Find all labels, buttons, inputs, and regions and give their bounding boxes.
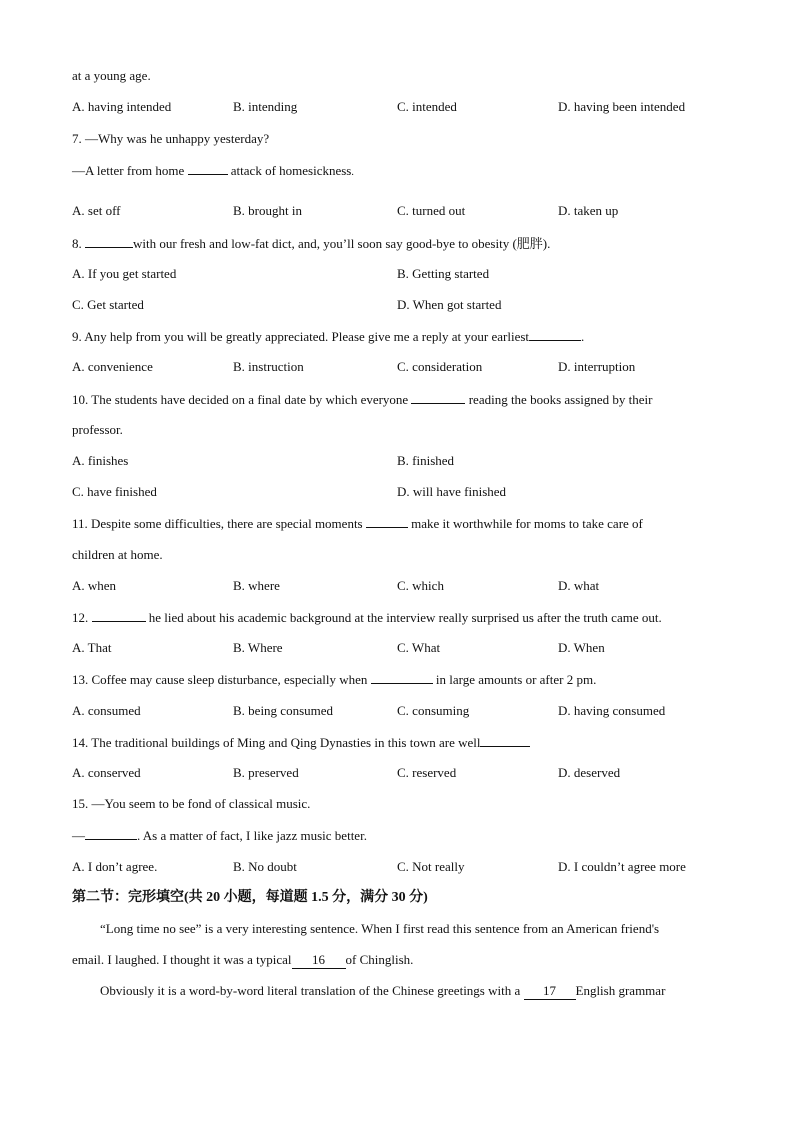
passage-p1-line1: “Long time no see” is a very interesting sentence. When I first read this sentence from an American friend's xyxy=(100,921,660,936)
q12-stem-b: he lied about his academic background at the interview really surprised us after the truth came out. xyxy=(145,610,662,625)
q10-option-c: C. have finished xyxy=(72,484,157,499)
q11-stem xyxy=(72,515,643,532)
q14-option-a: A. conserved xyxy=(72,765,141,780)
q14-stem xyxy=(72,734,530,751)
q10-option-a: A. finishes xyxy=(72,453,129,468)
q8-option-c: C. Get started xyxy=(72,297,144,312)
q12-option-c: C. What xyxy=(397,640,441,655)
q7-answer-line xyxy=(72,162,354,181)
q12-stem-a: 12. xyxy=(72,610,92,625)
q8-blank xyxy=(85,235,133,248)
q12-option-d: D. When xyxy=(558,640,605,655)
passage-p1-text-b: of Chinglish. xyxy=(345,952,414,967)
q9-stem-a: 9. Any help from you will be greatly appreciated. Please give me a reply at your earliest xyxy=(72,329,530,344)
q13-option-d: D. having consumed xyxy=(558,703,666,718)
q14-option-c: C. reserved xyxy=(397,765,457,780)
q14-option-d: D. deserved xyxy=(558,765,621,780)
q6-option-a: A. having intended xyxy=(72,99,172,114)
q11-blank xyxy=(366,515,408,528)
q15-option-b: B. No doubt xyxy=(233,859,297,874)
q8-stem-a: 8. xyxy=(72,236,85,251)
q12-option-b: B. Where xyxy=(233,640,283,655)
q12-stem xyxy=(72,609,662,626)
q8-stem-b: with our fresh and low-fat dict, and, you’ll soon say good-bye to obesity (肥胖). xyxy=(133,236,551,251)
q8-option-a: A. If you get started xyxy=(72,266,177,281)
q13-blank xyxy=(371,671,433,684)
q7-option-c: C. turned out xyxy=(397,203,466,218)
q7-answer-text-b: attack of homesickness xyxy=(227,163,352,178)
q11-option-d: D. what xyxy=(558,578,600,593)
q10-stem-b: reading the books assigned by their xyxy=(465,392,653,407)
blank-17: 17 xyxy=(524,983,576,1000)
q7-stem: 7. —Why was he unhappy yesterday? xyxy=(72,131,270,146)
q13-option-c: C. consuming xyxy=(397,703,470,718)
q13-stem-a: 13. Coffee may cause sleep disturbance, especially when xyxy=(72,672,371,687)
q7-option-d: D. taken up xyxy=(558,203,619,218)
section2-heading: 第二节：完形填空(共 20 小题，每道题 1.5 分，满分 30 分) xyxy=(72,890,428,905)
q15-option-c: C. Not really xyxy=(397,859,465,874)
q9-option-c: C. consideration xyxy=(397,359,483,374)
q12-option-a: A. That xyxy=(72,640,112,655)
q15-answer-text-a: — xyxy=(72,828,85,843)
q15-option-a: A. I don’t agree. xyxy=(72,859,158,874)
q7-option-b: B. brought in xyxy=(233,203,302,218)
passage-p1-text-a: email. I laughed. I thought it was a typical xyxy=(72,952,292,967)
q9-blank xyxy=(529,328,581,341)
q9-stem-b: . xyxy=(581,329,585,344)
q9-option-b: B. instruction xyxy=(233,359,304,374)
q15-answer-text-b: . As a matter of fact, I like jazz music better. xyxy=(137,828,367,843)
q6-option-d: D. having been intended xyxy=(558,99,686,114)
q13-stem xyxy=(72,671,596,688)
q9-stem xyxy=(72,328,584,345)
q14-stem-a: 14. The traditional buildings of Ming and Qing Dynasties in this town are well xyxy=(72,735,481,750)
q6-option-c: C. intended xyxy=(397,99,457,114)
q9-option-a: A. convenience xyxy=(72,359,153,374)
q11-option-b: B. where xyxy=(233,578,280,593)
blank-16: 16 xyxy=(292,952,346,969)
passage-p2-line1 xyxy=(100,983,665,1000)
q8-option-d: D. When got started xyxy=(397,297,502,312)
q15-answer-line xyxy=(72,827,367,844)
q7-option-a: A. set off xyxy=(72,203,121,218)
q10-stem xyxy=(72,391,652,408)
q15-option-d: D. I couldn’t agree more xyxy=(558,859,686,874)
q7-dot: . xyxy=(351,167,354,178)
q10-stem-line2: professor. xyxy=(72,422,123,437)
q8-option-b: B. Getting started xyxy=(397,266,490,281)
q11-option-a: A. when xyxy=(72,578,117,593)
q6-option-b: B. intending xyxy=(233,99,298,114)
q11-stem-line2: children at home. xyxy=(72,547,163,562)
passage-p2-text-b: English grammar xyxy=(575,983,666,998)
q14-option-b: B. preserved xyxy=(233,765,299,780)
q9-option-d: D. interruption xyxy=(558,359,636,374)
q10-blank xyxy=(411,391,465,404)
q14-blank xyxy=(480,734,530,747)
q13-option-b: B. being consumed xyxy=(233,703,334,718)
q7-answer-text-a: —A letter from home xyxy=(72,163,188,178)
q10-stem-a: 10. The students have decided on a final date by which everyone xyxy=(72,392,412,407)
q15-stem: 15. —You seem to be fond of classical music. xyxy=(72,796,311,811)
passage-p1-line2 xyxy=(72,952,413,969)
q11-stem-b: make it worthwhile for moms to take care of xyxy=(407,516,643,531)
q7-blank xyxy=(188,162,228,175)
passage-p2-text-a: Obviously it is a word-by-word literal translation of the Chinese greetings with a xyxy=(100,983,524,998)
q11-option-c: C. which xyxy=(397,578,444,593)
q13-option-a: A. consumed xyxy=(72,703,141,718)
q10-option-d: D. will have finished xyxy=(397,484,507,499)
intro-line: at a young age. xyxy=(72,68,151,83)
q12-blank xyxy=(92,609,146,622)
q8-stem xyxy=(72,235,550,252)
q13-stem-b: in large amounts or after 2 pm. xyxy=(432,672,597,687)
q11-stem-a: 11. Despite some difficulties, there are special moments xyxy=(72,516,366,531)
q10-option-b: B. finished xyxy=(397,453,455,468)
q15-blank xyxy=(85,827,137,840)
